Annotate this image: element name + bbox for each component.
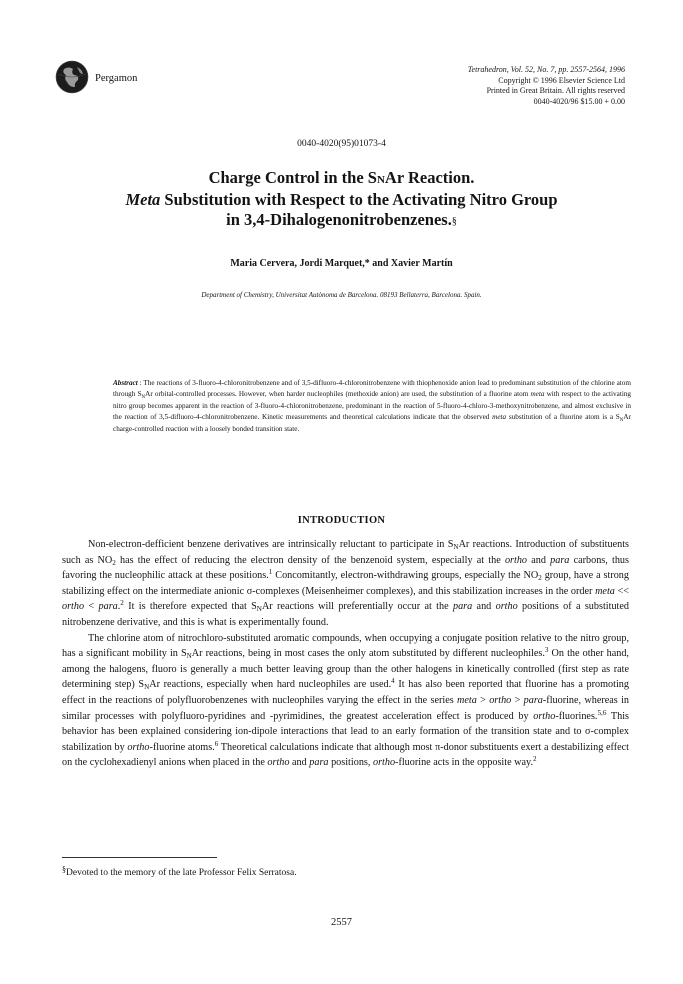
title-line-3: in 3,4-Dihalogenonitrobenzenes.§ bbox=[226, 210, 457, 229]
footnote-text: Devoted to the memory of the late Professor Felix Serratosa. bbox=[66, 868, 297, 878]
affiliation: Department of Chemistry, Universitat Autònoma de Barcelona. 08193 Bellaterra, Barcelona. Spain. bbox=[201, 291, 482, 299]
doi: 0040-4020(95)01073-4 bbox=[297, 139, 386, 149]
printed-line: Printed in Great Britain. All rights reserved bbox=[486, 86, 625, 95]
journal-info bbox=[325, 65, 625, 107]
title-line-2: Meta Substitution with Respect to the Activating Nitro Group bbox=[125, 190, 558, 209]
body-text bbox=[62, 537, 629, 771]
abstract: Abstract : The reactions of 3-fluoro-4-chloronitrobenzene and of 3,5-difluoro-4-chloronitrobenzene with thiophenoxide anion lead to predominant substitution of the chlorine atom through $S_NAr$ orbital-controlled processes. However, when harder nucleophiles (methoxide anion) are used, the substitution of a fluorine atom meta with respect to the activating nitro group becomes apparent in the reaction of 3-fluoro-4-chloronitrobenzene, predominant in the reaction of 5-fluoro-4-chloro-3-methoxynitrobenzene, and almost exclusive in the reaction of 3,5-difluoro-4-chloronitrobenzene. Kinetic measurements and theoretical calculations indicate that the observed meta substitution of a fluorine atom is a $S_NAr$ charge-controlled reaction with a loosely bonded transition state. bbox=[113, 379, 632, 433]
footnote-divider bbox=[62, 857, 217, 858]
abstract-label: Abstract bbox=[113, 379, 138, 387]
footnote bbox=[62, 865, 297, 878]
footnote-mark: § bbox=[62, 865, 66, 874]
paragraph-2: The chlorine atom of nitrochloro-substituted aromatic compounds, when occupying a conjugate position relative to the nitro group, has a significant mobility in $S_NAr$ reactions, being in most cases the only atom substituted by different nucleophiles.$^3$ On the other hand, among the halogens, fluoro is generally a much better leaving group than the other halogens in kinetically controlled (first step as rate determining step) $S_NAr$ reactions, especially when hard nucleophiles are used.$^4$ It has also been reported that fluorine has a promoting effect in the reactions of polyfluorobenzenes with nucleophiles varying the effect in the series meta > ortho > para-fluorine, whereas in similar processes with polyfluoro-pyridines and -pyrimidines, the greatest acceleration effect is produced by ortho-fluorines.$^{5,6}$ This behavior has been explained considering ion-dipole interactions that lead to an early formation of the transition state and to σ-complex stabilization by ortho-fluorine atoms.$^6$ Theoretical calculations indicate that although most π-donor substituents exert a destabilizing effect on the cyclohexadienyl anions when placed in the ortho and para positions, ortho-fluorine acts in the opposite way.$^2$ bbox=[62, 632, 630, 769]
pergamon-globe-icon bbox=[55, 60, 89, 94]
publisher-name: Pergamon bbox=[95, 73, 138, 84]
paragraph-1: Non-electron-defficient benzene derivatives are intrinsically reluctant to participate in $S_NAr$ reactions. Introduction of substituents such as $NO_2$ has the effect of reducing the electron density of the benzenoid system, especially at the ortho and para carbons, thus favoring the nucleophilic attack at these positions.$^1$ Concomitantly, electron-withdrawing groups, especially the $NO_2$ group, have a strong stabilizing effect on the intermediate anionic σ-complexes (Meisenheimer complexes), and this stabilization increases in the order meta << ortho < para.$^2$ It is therefore expected that $S_NAr$ reactions will preferentially occur at the para and ortho positions of a substituted nitrobenzene derivative, and this is what is experimentally found. bbox=[62, 539, 629, 628]
copyright-line: Copyright © 1996 Elsevier Science Ltd bbox=[498, 75, 625, 85]
section-heading: INTRODUCTION bbox=[297, 515, 386, 526]
page-number: 2557 bbox=[331, 917, 352, 928]
paper-title bbox=[40, 168, 643, 232]
journal-citation: Tetrahedron, Vol. 52, No. 7, pp. 2557-2564, 1996 bbox=[467, 65, 625, 74]
price-line: 0040-4020/96 $15.00 + 0.00 bbox=[533, 96, 625, 106]
authors: Maria Cervera, Jordi Marquet,* and Xavier Martín bbox=[230, 258, 453, 269]
title-line-1: Charge Control in the SNAr Reaction. bbox=[208, 168, 475, 187]
